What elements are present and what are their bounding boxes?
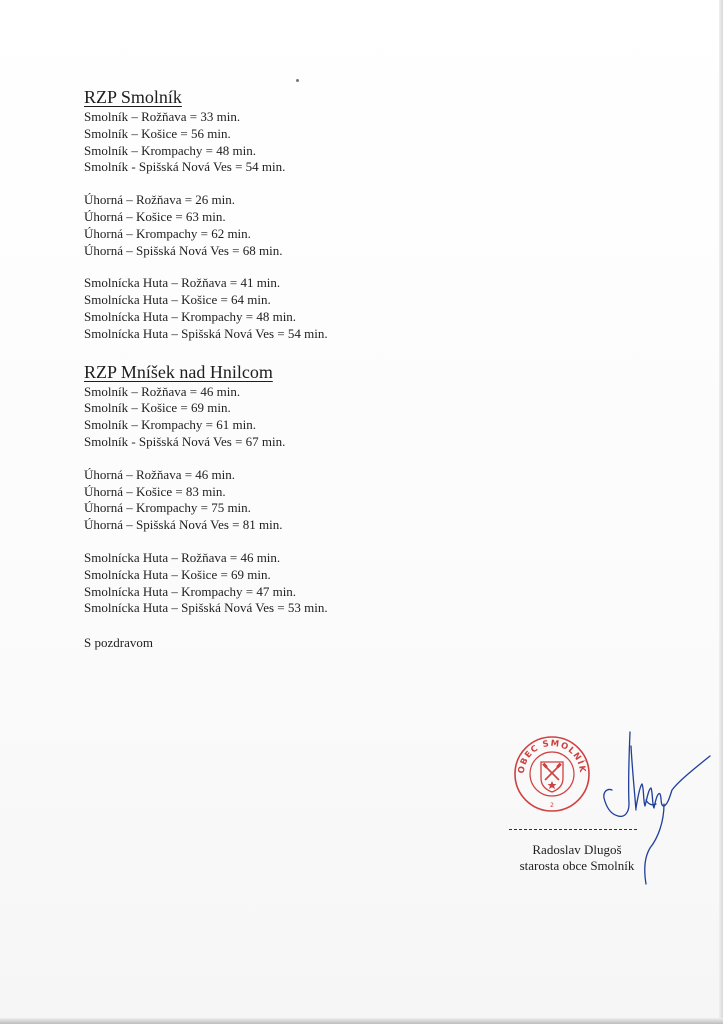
route-line: Úhorná – Rožňava = 46 min.: [84, 466, 236, 482]
route-line: Úhorná – Krompachy = 75 min.: [84, 500, 251, 516]
route-line: Úhorná – Rožňava = 26 min.: [84, 192, 236, 208]
closing-greeting: S pozdravom: [84, 635, 153, 651]
route-line: Smolnícka Huta – Rožňava = 41 min.: [84, 275, 281, 291]
letter-body: [84, 86, 524, 651]
route-line: Úhorná – Krompachy = 62 min.: [84, 225, 251, 241]
route-line: Smolník – Rožňava = 33 min.: [84, 109, 241, 124]
section-rzp-smolnik: [84, 86, 524, 343]
signer-name: Radoslav Dlugoš: [532, 842, 622, 857]
route-line: Smolnícka Huta – Košice = 69 min.: [84, 566, 271, 582]
route-line: Smolnícka Huta – Spišská Nová Ves = 53 min.: [84, 600, 328, 616]
route-line: Smolnícka Huta – Krompachy = 47 min.: [84, 583, 297, 599]
route-line: Smolník – Košice = 69 min.: [84, 400, 231, 416]
route-line: Úhorná – Spišská Nová Ves = 68 min.: [84, 242, 283, 258]
page-bottom-edge: [0, 1018, 723, 1024]
svg-text:OBEC SMOLNÍK: [517, 739, 588, 775]
route-line: Úhorná – Košice = 83 min.: [84, 483, 226, 499]
signer-block: [507, 842, 647, 874]
route-group-smolnik: [84, 384, 524, 451]
signer-title: starosta obce Smolník: [519, 858, 635, 873]
route-line: Smolník – Krompachy = 61 min.: [84, 417, 256, 433]
route-line: Smolník - Spišská Nová Ves = 67 min.: [84, 433, 286, 449]
route-group-smolnik: [84, 109, 524, 176]
stamp-text: OBEC SMOLNÍK: [516, 738, 588, 775]
route-line: Smolnícka Huta – Spišská Nová Ves = 54 min.: [84, 325, 328, 341]
section-heading: RZP Mníšek nad Hnilcom: [84, 361, 273, 382]
route-line: Smolník – Rožňava = 46 min.: [84, 383, 241, 399]
route-group-smolnicka-huta: [84, 275, 524, 342]
route-line: Úhorná – Spišská Nová Ves = 81 min.: [84, 517, 283, 533]
route-group-smolnicka-huta: [84, 550, 524, 617]
route-line: Smolnícka Huta – Rožňava = 46 min.: [84, 549, 281, 565]
route-group-uhorna: [84, 192, 524, 259]
route-line: Smolník – Krompachy = 48 min.: [84, 142, 256, 158]
route-group-uhorna: [84, 467, 524, 534]
route-line: Smolník – Košice = 56 min.: [84, 125, 231, 141]
signature-line: [509, 829, 637, 830]
section-heading: RZP Smolník: [84, 87, 182, 107]
route-line: Smolnícka Huta – Košice = 64 min.: [84, 292, 271, 308]
stamp-number: 2: [550, 802, 554, 809]
page-edge-shadow: [719, 0, 723, 1024]
section-rzp-mnisek: [84, 361, 524, 618]
municipal-seal-icon: [512, 734, 592, 814]
route-line: Smolník - Spišská Nová Ves = 54 min.: [84, 159, 286, 175]
scan-speck: [296, 79, 299, 82]
route-line: Smolnícka Huta – Krompachy = 48 min.: [84, 308, 297, 324]
route-line: Úhorná – Košice = 63 min.: [84, 208, 226, 224]
